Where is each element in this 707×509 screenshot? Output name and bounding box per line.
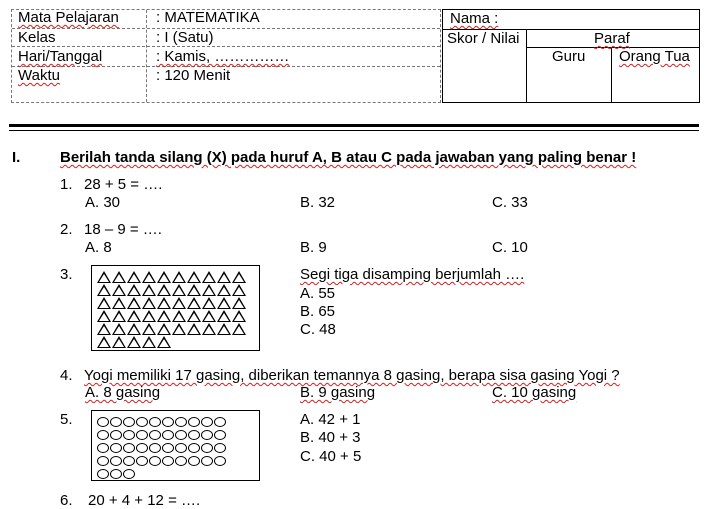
- oval-shape: [201, 430, 213, 440]
- triangle-shape: [142, 310, 156, 322]
- question-text: 20 + 4 + 12 = ….: [88, 492, 201, 509]
- triangle-shape: [127, 310, 141, 322]
- oval-shape: [123, 456, 135, 466]
- triangle-shape: [202, 284, 216, 296]
- triangle-shape: [97, 323, 111, 335]
- question-text: Segi tiga disamping berjumlah ….: [300, 266, 525, 283]
- oval-row: [97, 454, 259, 467]
- triangle-shape: [97, 297, 111, 309]
- triangle-shape: [142, 284, 156, 296]
- oval-shape: [149, 443, 161, 453]
- value-waktu: : 120 Menit: [156, 67, 231, 84]
- score-table-line: [611, 47, 612, 103]
- section-instruction: Berilah tanda silang (X) pada huruf A, B atau C pada jawaban yang paling benar !: [60, 149, 637, 166]
- triangle-shape: [112, 323, 126, 335]
- oval-shape: [175, 417, 187, 427]
- question-number: 3.: [60, 266, 73, 283]
- triangle-shape: [202, 297, 216, 309]
- oval-shape: [162, 456, 174, 466]
- triangle-shape: [112, 336, 126, 348]
- oval-shape: [201, 456, 213, 466]
- info-row: [12, 28, 440, 47]
- triangle-row: [97, 283, 259, 296]
- oval-shape: [162, 430, 174, 440]
- triangle-shape: [112, 310, 126, 322]
- triangle-shape: [127, 284, 141, 296]
- triangle-row: [97, 296, 259, 309]
- nama-label: Nama :: [450, 10, 499, 27]
- triangle-shape: [157, 336, 171, 348]
- question-text: 28 + 5 = ….: [84, 176, 163, 193]
- label-mata-pelajaran: Mata Pelajaran: [18, 9, 119, 26]
- oval-shape: [214, 456, 226, 466]
- orang-tua-label: Orang Tua: [619, 48, 690, 65]
- oval-shape: [175, 443, 187, 453]
- oval-row: [97, 467, 259, 480]
- oval-shape: [149, 417, 161, 427]
- oval-shape: [175, 456, 187, 466]
- guru-label: Guru: [552, 48, 586, 65]
- oval-shape: [162, 443, 174, 453]
- question-number: 6.: [60, 492, 73, 509]
- oval-shape: [214, 443, 226, 453]
- triangle-shape: [232, 284, 246, 296]
- triangle-shape: [97, 284, 111, 296]
- triangle-shape: [157, 310, 171, 322]
- triangle-shape: [187, 323, 201, 335]
- oval-row: [97, 428, 259, 441]
- triangle-shape: [172, 284, 186, 296]
- triangle-shape: [157, 323, 171, 335]
- triangle-shape: [142, 323, 156, 335]
- option-c: C. 40 + 5: [300, 448, 362, 465]
- question-text: 18 – 9 = ….: [84, 221, 162, 238]
- oval-shape: [110, 417, 122, 427]
- oval-shape: [188, 417, 200, 427]
- triangle-shape: [172, 297, 186, 309]
- triangles-figure: [91, 265, 260, 351]
- oval-shape: [175, 430, 187, 440]
- oval-shape: [110, 443, 122, 453]
- triangle-shape: [142, 297, 156, 309]
- oval-shape: [201, 417, 213, 427]
- triangle-shape: [112, 297, 126, 309]
- triangle-shape: [202, 310, 216, 322]
- oval-shape: [188, 456, 200, 466]
- label-waktu: Waktu: [18, 67, 60, 84]
- info-column-divider: [146, 10, 147, 102]
- oval-shape: [136, 456, 148, 466]
- oval-shape: [123, 417, 135, 427]
- oval-shape: [97, 456, 109, 466]
- triangle-shape: [127, 323, 141, 335]
- paraf-label: Paraf: [594, 30, 630, 47]
- option-a: A. 42 + 1: [300, 411, 361, 428]
- triangle-shape: [187, 284, 201, 296]
- triangle-shape: [97, 271, 111, 283]
- oval-shape: [123, 430, 135, 440]
- question-number: 5.: [60, 411, 73, 428]
- triangle-row: [97, 270, 259, 283]
- triangle-row: [97, 309, 259, 322]
- oval-shape: [97, 430, 109, 440]
- oval-shape: [123, 469, 135, 479]
- value-mata-pelajaran: : MATEMATIKA: [156, 9, 260, 26]
- triangle-row: [97, 322, 259, 335]
- label-kelas: Kelas: [18, 29, 56, 46]
- option-b: B. 65: [300, 303, 336, 320]
- triangle-shape: [127, 336, 141, 348]
- oval-shape: [136, 417, 148, 427]
- score-table-line: [526, 29, 527, 103]
- oval-shape: [162, 417, 174, 427]
- oval-shape: [201, 443, 213, 453]
- oval-shape: [214, 430, 226, 440]
- triangle-shape: [157, 297, 171, 309]
- triangle-shape: [217, 310, 231, 322]
- triangle-shape: [217, 297, 231, 309]
- option-b: B. 9: [300, 239, 327, 256]
- triangle-row: [97, 335, 259, 348]
- oval-shape: [110, 430, 122, 440]
- triangle-shape: [232, 323, 246, 335]
- option-a: A. 30: [85, 194, 121, 211]
- divider-thin: [9, 130, 699, 131]
- oval-shape: [136, 443, 148, 453]
- triangle-shape: [112, 271, 126, 283]
- triangle-shape: [97, 310, 111, 322]
- triangle-shape: [127, 297, 141, 309]
- label-hari-tanggal: Hari/Tanggal: [18, 48, 103, 65]
- triangle-shape: [112, 284, 126, 296]
- option-c: C. 10: [492, 239, 528, 256]
- option-b: B. 32: [300, 194, 336, 211]
- triangle-shape: [217, 284, 231, 296]
- value-kelas: : I (Satu): [156, 29, 214, 46]
- option-c: C. 33: [492, 194, 528, 211]
- triangle-shape: [232, 297, 246, 309]
- oval-shape: [123, 443, 135, 453]
- oval-shape: [110, 456, 122, 466]
- triangle-shape: [217, 271, 231, 283]
- section-number: I.: [12, 149, 21, 166]
- oval-shape: [149, 430, 161, 440]
- triangle-shape: [172, 323, 186, 335]
- option-a: A. 55: [300, 285, 336, 302]
- ovals-figure: [91, 410, 260, 481]
- triangle-shape: [172, 271, 186, 283]
- oval-shape: [136, 430, 148, 440]
- triangle-shape: [157, 284, 171, 296]
- triangle-shape: [157, 271, 171, 283]
- triangle-shape: [202, 271, 216, 283]
- oval-row: [97, 441, 259, 454]
- oval-shape: [97, 417, 109, 427]
- value-hari-tanggal: : Kamis, ……………: [156, 48, 290, 65]
- question-text: Yogi memiliki 17 gasing, diberikan temannya 8 gasing, berapa sisa gasing Yogi ?: [84, 367, 620, 384]
- option-c: C. 10 gasing: [492, 384, 577, 401]
- oval-shape: [188, 443, 200, 453]
- triangle-shape: [187, 310, 201, 322]
- triangle-shape: [97, 336, 111, 348]
- oval-row: [97, 415, 259, 428]
- triangle-shape: [142, 271, 156, 283]
- oval-shape: [110, 469, 122, 479]
- question-number: 4.: [60, 367, 73, 384]
- option-b: B. 9 gasing: [300, 384, 376, 401]
- triangle-shape: [172, 310, 186, 322]
- question-number: 1.: [60, 176, 73, 193]
- divider-thick: [9, 124, 699, 127]
- oval-shape: [97, 443, 109, 453]
- triangle-shape: [127, 271, 141, 283]
- option-b: B. 40 + 3: [300, 429, 361, 446]
- triangle-shape: [142, 336, 156, 348]
- option-a: A. 8: [85, 239, 112, 256]
- triangle-shape: [232, 271, 246, 283]
- triangle-shape: [202, 323, 216, 335]
- skor-nilai-label: Skor / Nilai: [447, 30, 520, 47]
- option-c: C. 48: [300, 321, 336, 338]
- triangle-shape: [187, 271, 201, 283]
- oval-shape: [149, 456, 161, 466]
- oval-shape: [214, 417, 226, 427]
- triangle-shape: [232, 310, 246, 322]
- oval-shape: [188, 430, 200, 440]
- triangle-shape: [187, 297, 201, 309]
- oval-shape: [97, 469, 109, 479]
- question-number: 2.: [60, 221, 73, 238]
- triangle-shape: [217, 323, 231, 335]
- option-a: A. 8 gasing: [85, 384, 161, 401]
